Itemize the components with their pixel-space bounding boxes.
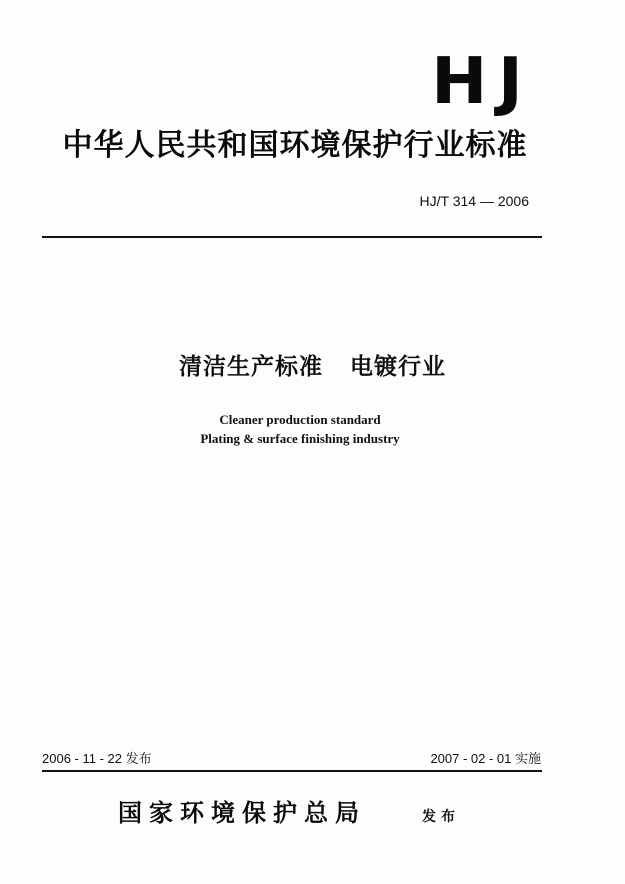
implementation-date: 2007 - 02 - 01 实施	[430, 751, 541, 766]
publish-label: 发布	[422, 809, 460, 825]
hj-logo: HJ	[430, 45, 533, 119]
standard-code: HJ/T 314 — 2006	[419, 193, 529, 209]
publisher-name: 国家环境保护总局	[118, 798, 366, 827]
org-title: 中华人民共和国环境保护行业标准	[62, 128, 528, 163]
main-title-chinese: 清洁生产标准 电镀行业	[178, 354, 447, 380]
top-divider	[42, 236, 542, 238]
english-title-line2: Plating & surface finishing industry	[200, 431, 400, 446]
english-title-line1: Cleaner production standard	[219, 412, 381, 427]
issue-date: 2006 - 11 - 22 发布	[42, 751, 152, 766]
bottom-divider	[42, 770, 542, 772]
